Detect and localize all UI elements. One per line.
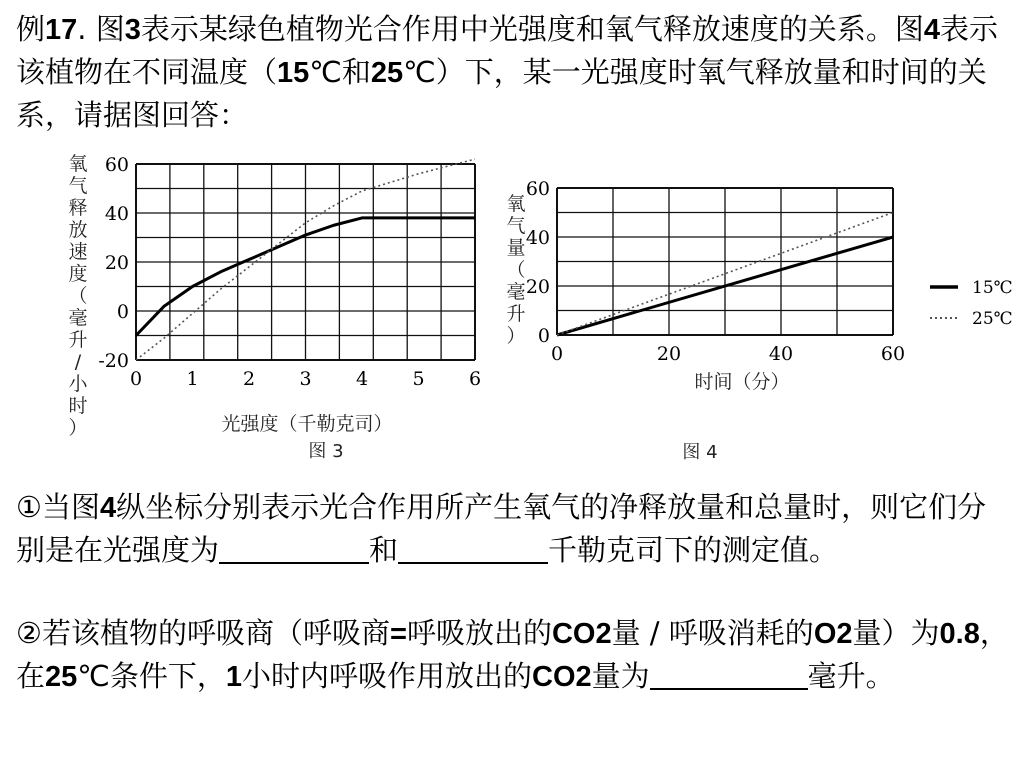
x-tick-label: 0 [550,343,564,365]
y-tick-label: 0 [116,301,129,323]
y-tick-label: 60 [525,178,550,200]
question-intro [16,8,1012,136]
y-tick-label: 40 [525,227,550,249]
text-segment: ①当图 [16,490,100,524]
temperature-value: 25 [45,661,78,693]
text-segment: 纵坐标分别表示光合作用所产生氧气的净释放量和总量时，则它们分别是在光强度为 [16,490,987,567]
chart-grid [136,164,475,360]
legend-label: 15℃ [972,278,1013,298]
text-segment: 量）为 [852,616,940,650]
x-axis-label: 光强度（千勒克司） [221,413,393,435]
x-tick-label: 40 [768,343,794,365]
answer-blank-1[interactable] [219,534,369,564]
x-tick-label: 5 [412,368,425,390]
y-tick-label: 40 [104,203,129,225]
answer-blank-3[interactable] [650,660,808,690]
y-tick-label: 20 [104,252,129,274]
y-axis-label: 氧气量（毫升） [506,193,526,347]
text-segment: 呼吸放出的 [406,616,552,650]
figure-caption: 图 4 [682,442,718,463]
answer-blank-2[interactable] [398,534,548,564]
text-segment: 千勒克司下的测定值。 [548,533,839,567]
co2-label: CO2 [551,618,612,650]
co2-label: CO2 [532,661,592,693]
text-segment: 小时内呼吸作用放出的 [242,659,533,693]
text-segment: 和 [369,533,399,567]
x-tick-label: 6 [468,368,482,390]
temperature-value: 25 [370,57,404,89]
text-segment: 表示某绿色植物光合作用中光强度和氧气释放速度的关系。图 [140,12,924,46]
y-tick-label: 20 [525,276,550,298]
text-segment: ，在 [16,616,1009,693]
text-segment: ②若该植物的呼吸商（呼吸商 [16,616,390,650]
figures-area [0,150,1024,480]
x-tick-label: 2 [242,368,256,390]
text-segment: 例 [16,12,46,46]
text-segment: . 图 [77,12,125,46]
text-segment: 量 / 呼吸消耗的 [611,616,814,650]
x-tick-label: 4 [355,368,369,390]
x-axis-label: 时间（分） [694,371,790,393]
text-segment: 表示该植物在不同温度（ [16,12,999,89]
y-axis-label: 氧气释放速度（毫升/小时） [68,153,88,439]
figure-number: 4 [923,14,941,46]
x-tick-label: 3 [299,368,312,390]
x-tick-label: 0 [129,368,143,390]
hour-value: 1 [225,661,242,693]
text-segment: ℃条件下， [77,659,226,693]
figure-caption: 图 3 [308,441,344,462]
figure-number: 4 [100,492,117,524]
chart-figure-3 [68,153,481,462]
y-tick-label: 60 [104,154,129,176]
respiratory-quotient-value: 0.8 [939,618,980,650]
example-number: 17 [45,14,78,46]
temperature-value: 15 [277,57,310,89]
figure-number: 3 [124,14,141,46]
y-tick-label: -20 [98,350,129,372]
text-segment: ℃和 [309,55,371,89]
o2-label: O2 [813,618,853,650]
text-segment: 量为 [591,659,650,693]
text-segment: 毫升。 [807,659,895,693]
y-tick-label: 0 [537,325,550,347]
text-segment: ℃）下，某一光强度时氧气释放量和时间的关系，请据图回答： [16,55,987,132]
equals-sign: = [390,618,407,650]
chart-grid [557,188,893,335]
chart-figure-4 [506,178,1012,463]
question-2 [16,612,1012,698]
x-tick-label: 1 [186,368,199,390]
x-tick-label: 20 [656,343,682,365]
question-1 [16,486,1012,571]
legend-label: 25℃ [972,309,1013,329]
x-tick-label: 60 [880,343,906,365]
